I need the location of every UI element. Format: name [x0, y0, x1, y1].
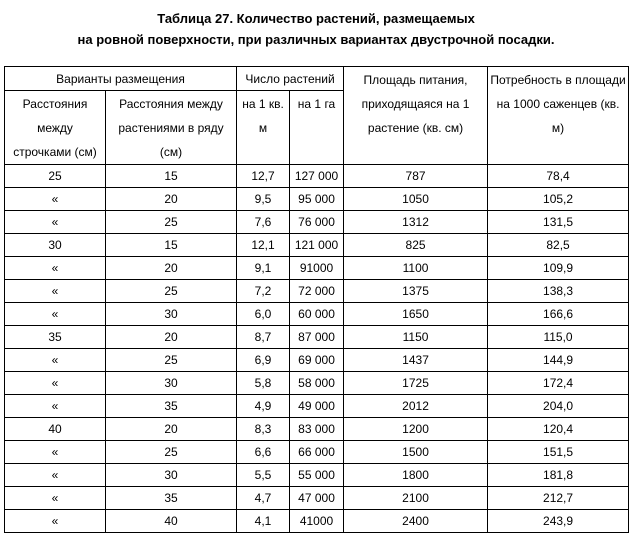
cell-area-need: 212,7 — [488, 487, 629, 510]
cell-row-spacing: « — [5, 280, 106, 303]
cell-per-ha: 121 000 — [290, 234, 344, 257]
header-plant-spacing: Расстояния между растениями в ряду (см) — [106, 91, 237, 165]
cell-area-need: 78,4 — [488, 165, 629, 188]
cell-row-spacing: « — [5, 349, 106, 372]
cell-area-need: 181,8 — [488, 464, 629, 487]
cell-per-sqm: 9,1 — [237, 257, 290, 280]
cell-per-sqm: 9,5 — [237, 188, 290, 211]
header-per-sqm: на 1 кв. м — [237, 91, 290, 165]
cell-row-spacing: « — [5, 487, 106, 510]
table-row — [5, 372, 629, 395]
cell-area-need: 82,5 — [488, 234, 629, 257]
cell-feeding-area: 1050 — [344, 188, 488, 211]
table-row — [5, 441, 629, 464]
table-row — [5, 326, 629, 349]
cell-per-ha: 83 000 — [290, 418, 344, 441]
cell-plant-spacing: 20 — [106, 418, 237, 441]
cell-per-ha: 95 000 — [290, 188, 344, 211]
cell-plant-spacing: 15 — [106, 234, 237, 257]
cell-per-ha: 55 000 — [290, 464, 344, 487]
cell-plant-spacing: 40 — [106, 510, 237, 533]
cell-plant-spacing: 25 — [106, 211, 237, 234]
cell-plant-spacing: 30 — [106, 372, 237, 395]
cell-row-spacing: « — [5, 395, 106, 418]
cell-plant-spacing: 30 — [106, 303, 237, 326]
table-body — [5, 165, 629, 533]
cell-per-ha: 66 000 — [290, 441, 344, 464]
table-row — [5, 418, 629, 441]
cell-per-sqm: 4,1 — [237, 510, 290, 533]
cell-area-need: 243,9 — [488, 510, 629, 533]
table-row — [5, 487, 629, 510]
cell-area-need: 151,5 — [488, 441, 629, 464]
cell-feeding-area: 787 — [344, 165, 488, 188]
cell-per-sqm: 4,7 — [237, 487, 290, 510]
header-per-ha: на 1 га — [290, 91, 344, 165]
cell-area-need: 131,5 — [488, 211, 629, 234]
cell-feeding-area: 1437 — [344, 349, 488, 372]
cell-row-spacing: « — [5, 441, 106, 464]
table-row — [5, 510, 629, 533]
cell-plant-spacing: 35 — [106, 487, 237, 510]
cell-plant-spacing: 35 — [106, 395, 237, 418]
cell-feeding-area: 1200 — [344, 418, 488, 441]
cell-feeding-area: 1312 — [344, 211, 488, 234]
table-row — [5, 303, 629, 326]
cell-row-spacing: « — [5, 211, 106, 234]
cell-per-sqm: 12,1 — [237, 234, 290, 257]
table-row — [5, 165, 629, 188]
table-row — [5, 395, 629, 418]
cell-area-need: 115,0 — [488, 326, 629, 349]
cell-area-need: 144,9 — [488, 349, 629, 372]
table-row — [5, 188, 629, 211]
cell-row-spacing: 40 — [5, 418, 106, 441]
cell-per-ha: 41000 — [290, 510, 344, 533]
cell-feeding-area: 1725 — [344, 372, 488, 395]
cell-feeding-area: 825 — [344, 234, 488, 257]
table-row — [5, 280, 629, 303]
cell-plant-spacing: 25 — [106, 280, 237, 303]
cell-per-ha: 76 000 — [290, 211, 344, 234]
cell-feeding-area: 1375 — [344, 280, 488, 303]
cell-plant-spacing: 20 — [106, 257, 237, 280]
table-caption — [0, 0, 632, 50]
cell-per-sqm: 8,7 — [237, 326, 290, 349]
cell-per-ha: 60 000 — [290, 303, 344, 326]
cell-feeding-area: 1650 — [344, 303, 488, 326]
planting-table — [4, 66, 629, 533]
table-row — [5, 234, 629, 257]
cell-plant-spacing: 25 — [106, 441, 237, 464]
cell-per-ha: 69 000 — [290, 349, 344, 372]
cell-per-ha: 49 000 — [290, 395, 344, 418]
cell-plant-spacing: 30 — [106, 464, 237, 487]
cell-row-spacing: 35 — [5, 326, 106, 349]
cell-area-need: 105,2 — [488, 188, 629, 211]
cell-feeding-area: 1100 — [344, 257, 488, 280]
cell-per-sqm: 5,5 — [237, 464, 290, 487]
cell-row-spacing: « — [5, 303, 106, 326]
cell-row-spacing: 30 — [5, 234, 106, 257]
cell-row-spacing: « — [5, 464, 106, 487]
cell-per-ha: 127 000 — [290, 165, 344, 188]
cell-plant-spacing: 25 — [106, 349, 237, 372]
header-area-need: Потребность в площади на 1000 саженцев (кв. м) — [488, 67, 629, 165]
cell-per-ha: 91000 — [290, 257, 344, 280]
cell-row-spacing: « — [5, 510, 106, 533]
cell-per-sqm: 8,3 — [237, 418, 290, 441]
cell-per-ha: 47 000 — [290, 487, 344, 510]
cell-row-spacing: « — [5, 372, 106, 395]
cell-area-need: 166,6 — [488, 303, 629, 326]
cell-per-sqm: 12,7 — [237, 165, 290, 188]
cell-per-sqm: 6,9 — [237, 349, 290, 372]
cell-area-need: 138,3 — [488, 280, 629, 303]
cell-feeding-area: 2400 — [344, 510, 488, 533]
cell-feeding-area: 2100 — [344, 487, 488, 510]
cell-area-need: 204,0 — [488, 395, 629, 418]
header-row-spacing: Расстояния между строчками (см) — [5, 91, 106, 165]
caption-line-1: Таблица 27. Количество растений, размещаемых — [157, 11, 475, 26]
header-plant-count: Число растений — [237, 67, 344, 91]
cell-per-sqm: 6,6 — [237, 441, 290, 464]
cell-per-sqm: 4,9 — [237, 395, 290, 418]
table-row — [5, 464, 629, 487]
cell-plant-spacing: 20 — [106, 326, 237, 349]
table-row — [5, 211, 629, 234]
cell-feeding-area: 1150 — [344, 326, 488, 349]
cell-feeding-area: 1500 — [344, 441, 488, 464]
cell-per-sqm: 7,2 — [237, 280, 290, 303]
cell-plant-spacing: 15 — [106, 165, 237, 188]
cell-feeding-area: 2012 — [344, 395, 488, 418]
cell-per-ha: 58 000 — [290, 372, 344, 395]
cell-row-spacing: « — [5, 257, 106, 280]
cell-per-ha: 72 000 — [290, 280, 344, 303]
cell-per-sqm: 6,0 — [237, 303, 290, 326]
header-placement-variants: Варианты размещения — [5, 67, 237, 91]
cell-per-sqm: 5,8 — [237, 372, 290, 395]
caption-line-2: на ровной поверхности, при различных вариантах двустрочной посадки. — [77, 32, 555, 47]
cell-area-need: 120,4 — [488, 418, 629, 441]
cell-feeding-area: 1800 — [344, 464, 488, 487]
cell-per-sqm: 7,6 — [237, 211, 290, 234]
table-row — [5, 349, 629, 372]
header-feeding-area: Площадь питания, приходящаяся на 1 растение (кв. см) — [344, 67, 488, 165]
cell-area-need: 109,9 — [488, 257, 629, 280]
cell-plant-spacing: 20 — [106, 188, 237, 211]
cell-per-ha: 87 000 — [290, 326, 344, 349]
cell-row-spacing: 25 — [5, 165, 106, 188]
cell-area-need: 172,4 — [488, 372, 629, 395]
cell-row-spacing: « — [5, 188, 106, 211]
table-row — [5, 257, 629, 280]
